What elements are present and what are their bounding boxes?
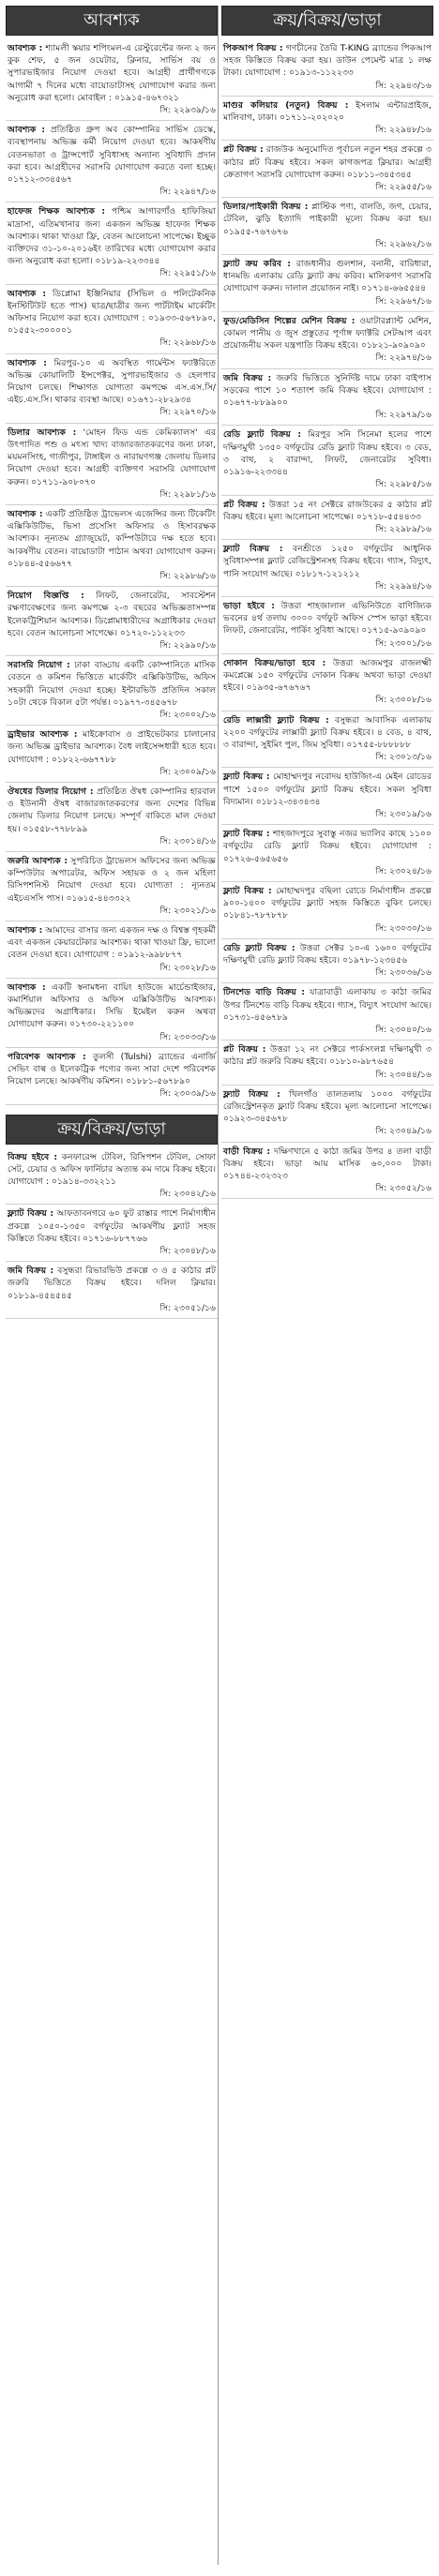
ad-text: প্রতিষ্ঠিত গ্রুপ অব কোম্পানির সার্ভিস ডেস্কে, ব্যবস্থাপনায় অভিজ্ঞ কর্মী নিয়োগ দেওয়া হবে। আকর্ষণীয় বেতনভাতা ও ট্রান্সপোর্ট সুবিধাসহ অন্যান্য সুবিধাদি প্রদান করা হবে। আগ্রহীদের সরাসরি যোগাযোগ করতে বলা হচ্ছে। ০১৭১২-৩৩৪৫৬৭ — [8, 125, 216, 186]
ad-keyword: প্লট বিক্রয় : — [223, 1044, 266, 1056]
classified-ad — [221, 768, 433, 825]
ad-keyword: আবশ্যক : — [8, 43, 43, 53]
ad-reference-code: সি: ২৩০১৩/১৬ — [375, 752, 431, 763]
ad-reference-code: সি: ২২৯৪৮/১৬ — [375, 125, 431, 136]
ad-text: ডিপ্লোমা ইঞ্জিনিয়ার (সিভিল ও পলিটেকনিক ইনস্টিটিউট হতে পাস) ছাত্র/ছাত্রীর জন্য পার্টটাইম মার্কেটিং অফিসার নিয়োগ করা হবে। যোগাযোগ : ০১৯৩৩-৫৬৭৮৯০, ০১৫৫২-৩০০০০১ — [8, 288, 216, 337]
ad-reference-code: সি: ২৩০০৯/১৬ — [159, 766, 216, 777]
classified-ad — [221, 540, 433, 597]
classified-ad — [221, 711, 433, 769]
ad-keyword: আবশ্যক : — [8, 288, 47, 299]
ad-reference-code: সি: ২৩০০২/১৬ — [159, 709, 216, 720]
ad-keyword: ফ্ল্যাট বিক্রয় : — [8, 1208, 54, 1220]
classified-ad — [6, 587, 218, 656]
ad-reference-code: সি: ২৩০৫১/১৬ — [159, 1302, 216, 1313]
ad-text: লিফট, জেনারেটর, সাবস্টেশন রক্ষণাবেক্ষণের জন্য কমপক্ষে ২-৩ বছরের অভিজ্ঞতাসম্পন্ন ইলেকট্রিশিয়ান আবশ্যক। ডিপ্লোমাধারীদের অগ্রাধিকার দেওয়া হবে। বেতন আলোচনা সাপেক্ষে। ০১৭২০-১১২২৩৩ — [8, 591, 216, 638]
ad-text: প্রতিষ্ঠিত ঔষধ কোম্পানির হারবাল ও ইউনানী ঔষধ বাজারজাতকরণের জন্য দেশের বিভিন্ন জেলায় ডিলার নিয়োগ চলছে। সম্পূর্ণ বাকিতে মাল দেওয়া হয়। ০১৫৫৮-৭৭৮৮৯৯ — [8, 786, 216, 834]
ad-text: উত্তরা আজমপুর রাজলক্ষ্মী কমপ্লেক্সে ১৫০ বর্গফুটের দোকান বিক্রয় অথবা ভাড়া দেওয়া হইবে। ০১৯৩৫-৬৭৬৭৬৭ — [223, 657, 431, 694]
classified-ad — [6, 1262, 218, 1319]
ad-text: মোহাম্মদপুর বছিলা রোডে নির্মাণাধীন প্রকল্পে ৯০০-১৪০০ বর্গফুটের ফ্ল্যাট সহজ কিস্তিতে বুকিং চলছে। ০১৮৪১-৭৮৭৮৭৮ — [223, 885, 431, 921]
ad-keyword: ফ্ল্যাট ক্রয় করিব : — [223, 259, 291, 270]
ad-reference-code: সি: ২৩০৩৩/১৬ — [159, 1031, 216, 1042]
ad-keyword: ঔষধের ডিলার নিয়োগ : — [8, 786, 94, 797]
classified-ad — [221, 654, 433, 711]
classified-ad — [6, 285, 218, 354]
ad-text: প্লাস্টিক পণ্য, বালতি, জগ, চেয়ার, টেবিল, ঝুড়ি ইত্যাদি পাইকারী মূল্যে বিক্রয় করা হয়। ০১৯৫৫-৭৬৭৬৭৬ — [223, 202, 432, 237]
ad-reference-code: সি: ২৩০৩৯/১৬ — [159, 1088, 216, 1100]
ad-text: একটি স্বনামধন্য বায়িং হাউজে মার্চেন্ডাইজার, কমার্শিয়াল অফিসার ও অফিস এক্সিকিউটিভ আবশ্যক। অভিজ্ঞদের অগ্রাধিকার। সিভি ইমেইল করুন অথবা যোগাযোগ করুন। ০১৭৩০-২২১১০০ — [8, 981, 216, 1030]
classified-ad — [6, 202, 218, 284]
ad-reference-code: সি: ২৩০৪২/১৬ — [159, 1189, 216, 1200]
ad-reference-code: সি: ২২৯৬২/১৬ — [375, 238, 431, 249]
ad-text: মাইক্রোবাস ও প্রাইভেটকার চালানোর জন্য অভিজ্ঞ ড্রাইভার আবশ্যক। বৈধ লাইসেন্সধারী হতে হবে। যোগাযোগ : ০১৮২২-৬৬৭৭৮৮ — [8, 729, 216, 765]
ad-text: রাজউক অনুমোদিত পূর্বাচল নতুন শহর প্রকল্পে ৩ কাঠার প্লট বিক্রয় হইবে। সকল কাগজপত্র ক্লিয়ার। আগ্রহী ক্রেতাগণ সরাসরি যোগাযোগ করুন। ০১৮১১-৩৪৫৩৪৫ — [223, 144, 432, 180]
ads-list-buy-sell-right — [221, 39, 433, 1199]
ad-keyword: বিক্রয় হইবে : — [8, 1151, 58, 1162]
ad-keyword: জমি বিক্রয় : — [8, 1266, 54, 1277]
ad-text: উত্তরা ১৫ নং সেক্টরে রাজউকের ৫ কাঠার প্লট বিক্রয় হইবে। মূল্য আলোচনা সাপেক্ষে। ০১৭১৮-৫৫৪৪৩৩ — [223, 499, 431, 522]
ad-keyword: ডিলার/পাইকারী বিক্রয় : — [223, 202, 309, 213]
ad-text: শাহজাদপুরে সুবাস্তু নজর ভ্যালির কাছে ১১০০ বর্গফুটের রেডি ফ্ল্যাট বিক্রয় হইবে। যোগাযোগ : ০১৭২৬-৫৬৫৬৫৬ — [223, 829, 431, 864]
ad-text: ইসলাম এন্টারপ্রাইজ, মালিবাগ, ঢাকা। ০১৭১১-২০২০২০ — [223, 99, 431, 124]
classified-ad — [6, 1148, 218, 1206]
ad-keyword: জমি বিক্রয় : — [223, 372, 272, 383]
ad-reference-code: সি: ২৩০২১/১৬ — [159, 905, 216, 916]
classified-ad — [221, 198, 433, 255]
ad-reference-code: সি: ২২৯৮৫/১৬ — [375, 479, 431, 490]
ad-reference-code: সি: ২২৯৭০/১৬ — [159, 407, 216, 418]
ad-text: পশ্চিম আগারগাঁও হাফিজিয়া মাদ্রাসা, এতিমখানার জন্য একজন অভিজ্ঞ হাফেজ শিক্ষক আবশ্যক। থাকা খাওয়া ফ্রি, বেতন আলোচনা সাপেক্ষে। ইচ্ছুক ব্যক্তিদের ৩১-১০-২০১৬ইং তারিখের মধ্যে যোগাযোগ করার জন্য অনুরোধ করা হলো। ০১৮১৯-২২৩৩৪৪ — [8, 206, 216, 267]
ad-keyword: ফ্ল্যাট বিক্রয় : — [223, 885, 272, 896]
ad-text: ওয়াটারপ্ল্যান্ট মেশিন, কোমল পানীয় ও জুস প্রস্তুতের পূর্ণাঙ্গ ফ্যাক্টরি সেটআপ এবং প্রয়োজনীয় সকল যন্ত্রপাতি বিক্রয় হইবে। ০১৮২১-৯০৯০৯০ — [223, 315, 431, 352]
ad-reference-code: সি: ২৩০২৪/১৬ — [375, 865, 431, 876]
ad-reference-code: সি: ২২৯৯৪/১৬ — [375, 580, 431, 592]
ad-keyword: ফ্ল্যাট বিক্রয় : — [223, 829, 270, 840]
ad-text: ঢাকা বাড্ডায় একটি কোম্পানিতে মাসিক বেতনে ও কমিশন ভিত্তিতে মার্কেটিং এক্সিকিউটিভ, অফিস সহকারী নিয়োগ দেওয়া হচ্ছে। ইন্টারভিউ প্রতিদিন সকাল ১০টা থেকে বিকাল ৫টা পর্যন্ত। ০১৯৭৭-৩৪৫৬৭৮ — [8, 660, 216, 708]
classified-ad — [221, 255, 433, 312]
ad-text: উত্তরা সেক্টর ১০-এ ১৬০০ বর্গফুটের দক্ষিণমুখী রেডি ফ্ল্যাট বিক্রয় হইবে। ০১৯৭৮-১২৩৪৫৬ — [223, 942, 431, 966]
ad-text: গণচীনের তৈরি T-KING ব্র্যান্ডের পিকআপ সহজ কিস্তিতে বিক্রয় করা হয়। ডাউন পেমেন্ট মাত্র ১ লক্ষ টাকা। যোগাযোগ : ০১৯১৩-১১২২৩৩ — [223, 43, 432, 79]
ad-keyword: নিয়োগ বিজ্ঞপ্তি : — [8, 591, 84, 602]
classified-ad — [221, 39, 433, 97]
ad-keyword: রেডি ফ্ল্যাট বিক্রয় : — [223, 429, 302, 441]
classified-ad — [221, 312, 433, 369]
ad-reference-code: সি: ২২৯৪৩/১৬ — [375, 80, 431, 91]
ad-reference-code: সি: ২৩০৪৮/১৬ — [159, 1246, 216, 1257]
ad-reference-code: সি: ২২৯৮৯/১৬ — [375, 523, 431, 534]
ad-reference-code: সি: ২২৯৫৫/১৬ — [375, 182, 431, 193]
ad-text: খিলগাঁও তালতলায় ১০০০ বর্গফুটের রেজিস্ট্রেশনকৃত ফ্ল্যাট বিক্রয় হইবে। মূল্য আলোচনা সাপেক্ষে। ০১৯২৩-৩৪৫৬৭৮ — [223, 1088, 431, 1125]
ad-reference-code: সি: ২৩০৪৪/১৬ — [375, 1069, 431, 1080]
ad-keyword: ফ্ল্যাট বিক্রয় : — [223, 544, 283, 555]
ad-text: জরুরি ভিত্তিতে সুনির্দিষ্ট দামে ঢাকা বাইপাস সড়কের পাশে ১০ শতাংশ জমি বিক্রয় হইবে। যোগাযোগ : ০১৬৭৭-৮৮৯৯০০ — [223, 372, 431, 409]
ad-keyword: আবশ্যক : — [8, 357, 47, 368]
ad-keyword: দোকান বিক্রয়/ভাড়া হবে : — [223, 657, 326, 668]
ad-reference-code: সি: ২২৯৮১/১৬ — [159, 488, 216, 500]
ad-text: রাজধানীর গুলশান, বনানী, বারিধারা, ধানমন্ডি এলাকায় রেডি ফ্ল্যাট ক্রয় করিব। মালিকগণ সরাসরি যোগাযোগ করুন। দালাল প্রয়োজন নাই। ০১৭১৪-৬৬৫৫৪৪ — [223, 259, 431, 294]
ad-text: একটি প্রতিষ্ঠিত ট্রাভেলস এজেন্সির জন্য টিকেটিং এক্সিকিউটিভ, ভিসা প্রসেসিং অফিসার ও হিসাবরক্ষক আবশ্যক। নূন্যতম গ্র্যাজুয়েট, কম্পিউটারে দক্ষ হতে হবে। আকর্ষণীয় বেতন। বায়োডাটা পাঠান অথবা যোগাযোগ করুন। ০১৮৪৪-৫৫৬৬৭৭ — [8, 508, 217, 569]
ad-reference-code: সি: ২৩০৩০/১৬ — [375, 922, 431, 934]
classified-ad — [221, 882, 433, 939]
ad-keyword: পরিবেশক আবশ্যক : — [8, 1051, 86, 1062]
ad-text: মোহাম্মদপুর নবোদয় হাউজিং-এ মেইন রোডের পাশে ১৫০০ বর্গফুটের ফ্ল্যাট বিক্রয় হইবে। সকল সুবিধা বিদ্যমান। ০১৮১২-৩৪৩৪৩৪ — [223, 771, 431, 807]
ad-reference-code: সি: ২৩০৪০/১৬ — [375, 1025, 431, 1036]
ad-keyword: রেডি ফ্ল্যাট বিক্রয় : — [223, 942, 295, 953]
classified-ad — [6, 39, 218, 121]
ad-reference-code: সি: ২২৯৭৯/১৬ — [375, 410, 431, 421]
ad-keyword: ফুড/মেডিসিন শিল্পের মেশিন বিক্রয় : — [223, 315, 356, 326]
ad-keyword: প্লট বিক্রয় : — [223, 144, 264, 156]
ad-text: সুপরিচিত ট্রাভেলস অফিসের জন্য অভিজ্ঞ কম্পিউটার অপারেটর, অফিস সহায়ক ও ২ জন মহিলা রিসিপশনিস্ট নিয়োগ দেওয়া হবে। যোগ্যতা : ন্যূনতম এইচএসসি পাস। ০১৬১৫-৪৪৩৩২২ — [8, 855, 216, 904]
ad-keyword: আবশ্যক : — [8, 508, 43, 519]
ad-reference-code: সি: ২২৯৭৪/১৬ — [375, 352, 431, 364]
ad-keyword: জরুরি আবশ্যক : — [8, 855, 68, 866]
ad-text: শ্যামলী স্কয়ার শপিংমল-এ রেস্টুরেন্টের জন্য ২ জন কুক শেফ, ৫ জন ওয়েটার, ক্লিনার, সার্ভিস বয় ও সুপারভাইজার নিয়োগ দেওয়া হবে। আগ্রহী প্রার্থীগণকে আগামী ৭ দিনের মধ্যে বায়োডাটাসহ যোগাযোগ করার জন্য অনুরোধ করা হলো। মোবাইল : ০১৯১৫-৪৬৭৩২১ — [8, 43, 216, 103]
ad-reference-code: সি: ২২৯৮৬/১৬ — [159, 570, 216, 581]
classified-ad — [221, 983, 433, 1041]
right-column — [221, 6, 433, 1199]
ad-text: মিরপুর সনি সিনেমা হলের পাশে দক্ষিণমুখী ১৩৫০ বর্গফুটের রেডি ফ্ল্যাট বিক্রয় হইবে। ৩ বেড, ৩ বাথ, ২ বারান্দা, লিফট, জেনারেটর সুবিধা। ০১৯১৬-২২৩৩৪৪ — [223, 429, 431, 478]
classified-ad — [221, 1041, 433, 1086]
classified-ad — [6, 852, 218, 921]
classified-ad — [6, 783, 218, 852]
ad-text: তুলসী (Tulshi) ব্র্যান্ডের এনার্জি সেভিং বাল্ব ও ইলেকট্রিক পণ্যের জন্য সারা দেশে পরিবেশক নিয়োগ চলছে। আকর্ষণীয় কমিশন। ০১৮৮১-৫৬৭৮৯০ — [8, 1051, 216, 1087]
ad-keyword: পিকআপ বিক্রয় : — [223, 43, 283, 53]
ad-reference-code: সি: ২২৯৬৭/১৬ — [375, 295, 431, 307]
ad-text: উত্তরা শাহজালাল এভিনিউতে বাণিজ্যিক ভবনের ৪র্থ তলায় ৩০০০ বর্গফুট অফিস স্পেস ভাড়া হইবে। লিফট, জেনারেটর, পার্কিং সুবিধা আছে। ০১৭১৫-৯০৯০৯০ — [223, 600, 432, 637]
section-header-wanted: আবশ্যক — [6, 6, 218, 36]
classified-ad — [221, 426, 433, 495]
classified-ad — [6, 354, 218, 424]
ad-text: বনশ্রীতে ১২৫০ বর্গফুটের আধুনিক সুবিধাসম্পন্ন ফ্ল্যাট রেজিস্ট্রেশনসহ বিক্রয় হইবে। গ্যাস, বিদ্যুৎ, পানি সংযোগ আছে। ০১৮১৭-১২১২১২ — [223, 544, 431, 579]
section-header-buy-sell-left: ক্রয়/বিক্রয়/ভাড়া — [6, 1115, 218, 1145]
ad-text: যাত্রাবাড়ী এলাকায় ৩ কাঠা জমির উপর টিনশেড বাড়ি বিক্রয় হইবে। গ্যাস, বিদ্যুৎ সংযোগ আছে। ০১৭৩১-৪৫৬৭৮৯ — [223, 987, 431, 1023]
classified-ad — [6, 1048, 218, 1105]
ad-reference-code: সি: ২৩০০১/১৬ — [375, 637, 431, 649]
ad-text: দক্ষিণখানে ৫ কাঠা জমির উপর ৪ তলা বাড়ী বিক্রয় হইবে। ভাড়া আয় মাসিক ৬০,০০০ টাকা। ০১৭৪৪-২৩২৩২৩ — [223, 1146, 431, 1182]
classified-ad — [6, 1205, 218, 1262]
ad-keyword: বাড়ী বিক্রয় : — [223, 1146, 271, 1157]
ad-text: আফতাবনগরে ৬০ ফুট রাস্তার পাশে নির্মাণাধীন প্রকল্পে ১০৫০-১৩৫০ বর্গফুটের আকর্ষণীয় ফ্ল্যাট সহজ কিস্তিতে বিক্রয় হইবে। ০১৭১৬-৮৮৭৭৬৬ — [8, 1208, 216, 1244]
ad-reference-code: সি: ২২৯৫১/১৬ — [159, 268, 216, 279]
ad-reference-code: সি: ২৩০১৯/১৬ — [375, 808, 431, 819]
ad-text: বসুন্ধরা আবাসিক এলাকায় ২২০০ বর্গফুটের লাক্সারী ফ্ল্যাট বিক্রয় হইবে। ৪ বেড, ৪ বাথ, ৩ বারান্দা, সুইমিং পুল, জিম সুবিধা। ০১৭৫৫-৮৮৮৮৮৮ — [223, 714, 431, 750]
classified-ad — [221, 369, 433, 427]
ad-keyword: ভাড়া হইবে : — [223, 600, 275, 611]
ad-text: বসুন্ধরা রিভারভিউ প্রকল্পে ৩ ও ৫ কাঠার প্লট জরুরি ভিত্তিতে বিক্রয় হইবে। দলিল ক্লিয়ার। ০১৮১৯-৪৫৪৫৪৫ — [8, 1266, 216, 1301]
ad-keyword: টিনশেড বাড়ি বিক্রয় : — [223, 987, 305, 998]
ad-reference-code: সি: ২৩০৪৯/১৬ — [375, 1126, 431, 1137]
section-header-buy-sell-right: ক্রয়/বিক্রয়/ভাড়া — [221, 6, 433, 36]
left-column — [6, 6, 218, 1319]
classified-ad — [6, 979, 218, 1048]
ad-text: কনফারেন্স টেবিল, রিসিপশন টেবিল, সোফা সেট, চেয়ার ও অফিস ফার্নিচার অত্যন্ত কম দামে বিক্রয় হইবে। যোগাযোগ : ০১৯১৪-৩৩২২১১ — [8, 1151, 216, 1188]
classified-ad — [6, 726, 218, 783]
ad-reference-code: সি: ২৩০৫২/১৬ — [375, 1183, 431, 1194]
classified-ad — [6, 921, 218, 979]
ad-keyword: প্লট বিক্রয় : — [223, 499, 265, 510]
ad-keyword: ডিলার আবশ্যক : — [8, 427, 77, 438]
ad-keyword: ড্রাইভার আবশ্যক : — [8, 729, 78, 741]
ad-reference-code: সি: ২৩০১৪/১৬ — [159, 835, 216, 846]
ad-keyword: আবশ্যক : — [8, 981, 46, 993]
classified-ad — [6, 424, 218, 505]
classified-ad — [6, 656, 218, 726]
classified-ad — [221, 141, 433, 198]
ad-keyword: আবশ্যক : — [8, 925, 43, 936]
classified-ad — [221, 939, 433, 984]
ad-keyword: ফ্ল্যাট বিক্রয় : — [223, 1088, 280, 1100]
classified-ad — [221, 496, 433, 541]
ad-reference-code: সি: ২২৯৯০/১৬ — [159, 639, 216, 651]
ad-reference-code: সি: ২২৯৩৯/১৬ — [159, 105, 216, 116]
ads-list-buy-sell-left — [6, 1148, 218, 1319]
ad-reference-code: সি: ২৩০২৮/১৬ — [159, 962, 216, 973]
ad-keyword: ফ্ল্যাট বিক্রয় : — [223, 771, 270, 783]
ad-keyword: হাফেজ শিক্ষক আবশ্যক : — [8, 206, 105, 217]
ad-text: আমাদের বাসার জন্য একজন দক্ষ ও বিশ্বস্ত গৃহকর্মী এবং একজন কেয়ারটেকার আবশ্যক। থাকা খাওয়া ফ্রি, ভালো বেতন দেওয়া হবে। যোগাযোগ : ০১৯১২-৯৯৮৮৭৭ — [8, 925, 216, 961]
ad-keyword: রেডি লাক্সারী ফ্ল্যাট বিক্রয় : — [223, 714, 329, 726]
ad-reference-code: সি: ২২৯৪৭/১৬ — [159, 187, 216, 198]
ad-reference-code: সি: ২৩০০৮/১৬ — [375, 695, 431, 706]
ads-list-wanted — [6, 39, 218, 1105]
ad-reference-code: সি: ২২৯৬৮/১৬ — [159, 337, 216, 349]
classified-ad — [6, 505, 218, 587]
ad-keyword: মাগুর কলিয়ার (নতুন) বিক্রয় : — [223, 99, 349, 111]
ad-text: 'মোহন ফিড এন্ড কেমিক্যালস' এর উৎপাদিত পশু ও মৎস্য খাদ্য বাজারজাতকরণের জন্য ঢাকা, ময়মনসিংহ, গাজীপুর, টাঙ্গাইল ও নারায়ণগঞ্জ জেলায় ডিলার নিয়োগ দেওয়া হবে। আগ্রহী ব্যক্তিগণ সরাসরি যোগাযোগ করুন। ০১৭১১-৯০৮০৭০ — [8, 427, 216, 487]
column-divider — [218, 6, 219, 2565]
classified-ad — [221, 1143, 433, 1200]
ad-reference-code: সি: ২৩০৩৬/১৬ — [375, 967, 431, 979]
ad-text: মিরপুর-১০ এ অবস্থিত গার্মেন্টস ফ্যাক্টরিতে অভিজ্ঞ কোয়ালিটি ইন্সপেক্টর, সুপারভাইজার ও হেলপার নিয়োগ চলছে। শিক্ষাগত যোগ্যতা কমপক্ষে এস.এস.সি/এইচ.এস.সি। থাকার ব্যবস্থা আছে। ০১৬৭১-২৮২৯৩৪ — [8, 357, 216, 406]
classified-ad — [221, 825, 433, 882]
ad-keyword: আবশ্যক : — [8, 125, 46, 136]
classified-ad — [221, 97, 433, 142]
ad-keyword: সরাসরি নিয়োগ : — [8, 660, 70, 671]
classified-ad — [221, 597, 433, 654]
ad-text: উত্তরা ১২ নং সেক্টরে পার্কসংলগ্ন দক্ষিণমুখী ৩ কাঠার প্লট জরুরি বিক্রয় হইবে। ০১৮১০-৯৮৭৬৫৪ — [223, 1044, 431, 1068]
classified-ad — [6, 121, 218, 202]
classified-ad — [221, 1086, 433, 1143]
